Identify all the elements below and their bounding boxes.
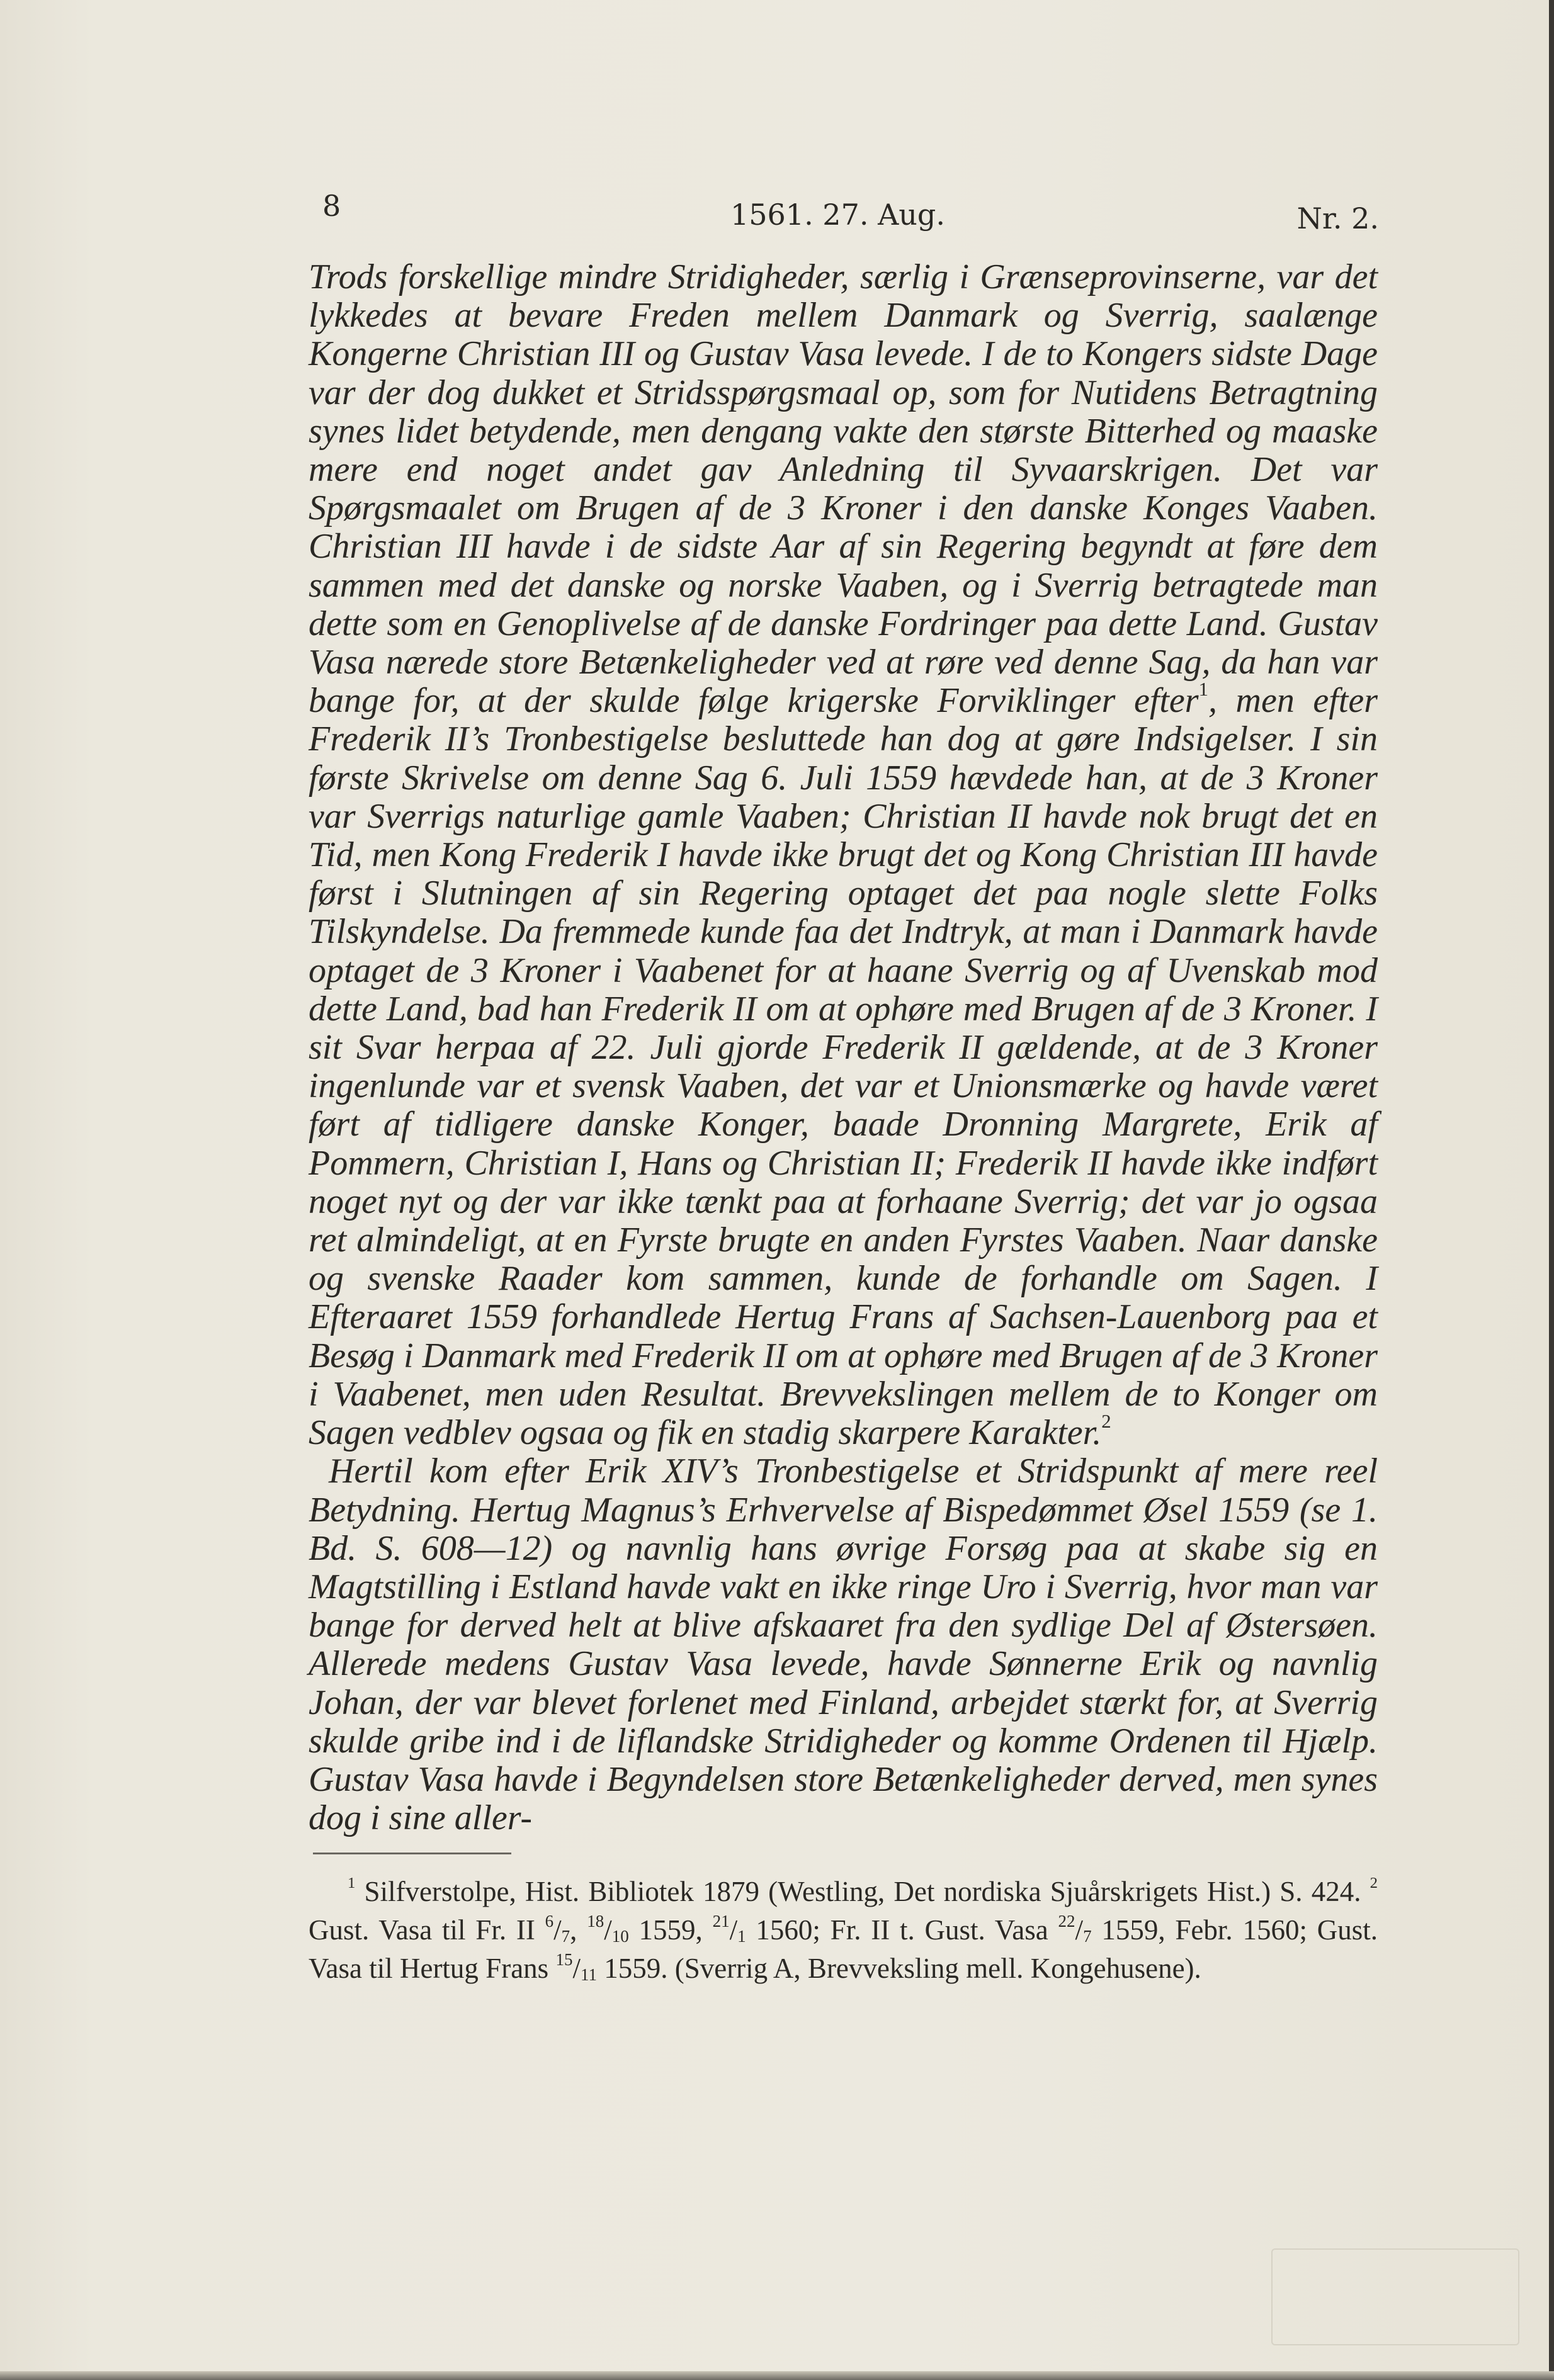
paragraph [309,258,1378,1452]
footnote-ref: 1 [348,1874,356,1892]
fraction-slash: / [604,1914,612,1946]
text-run: Hertil kom efter Erik XIV’s Tronbestigelse et Stridspunkt af mere reel Betydning. Hertug Magnus’s Erhvervelse af Bispedømmet Øsel 1559 (se 1. Bd. S. 608—12) og navnlig hans øvrige Forsøg paa at skabe sig en Magtstilling i Estland havde vakt en ikke ringe Uro i Sverrig, hvor man var bange for derved helt at blive afskaaret fra den sydlige Del af Østersøen. Allerede medens Gustav Vasa levede, havde Sønnerne Erik og navnlig Johan, der var blevet forlenet med Finland, arbejdet stærkt for, at Sverrig skulde gribe ind i de liflandske Stridigheder og komme Ordenen til Hjælp. Gustav Vasa havde i Begyndelsen store Betænkeligheder derved, men synes dog i sine aller- [309,1452,1378,1838]
fraction-slash: / [553,1914,562,1946]
text-run: Gust. Vasa til Fr. II [309,1914,545,1946]
text-run: , men efter Frederik II’s Tronbestigelse besluttede han dog at gøre Indsigelser. I sin første Skrivelse om denne Sag 6. Juli 1559 hævdede han, at de 3 Kroner var Sverrigs naturlige gamle Vaaben; Christian II havde nok brugt det en Tid, men Kong Frederik I havde ikke brugt det og Kong Christian III havde først i Slutningen af sin Regering optaget det paa nogle slette Folks Tilskyndelse. Da fremmede kunde faa det Indtryk, at man i Danmark havde optaget de 3 Kroner i Vaabenet for at haane Sverrig og af Uvenskab mod dette Land, bad han Frederik II om at ophøre med Brugen af de 3 Kroner. I sit Svar herpaa af 22. Juli gjorde Frederik II gældende, at de 3 Kroner ingenlunde var et svensk Vaaben, det var et Unionsmærke og havde været ført af tidligere danske Konger, baade Dronning Margrete, Erik af Pommern, Christian I, Hans og Christian II; Frederik II havde ikke indført noget nyt og der var ikke tænkt paa at forhaane Sverrig; det var jo ogsaa ret almindeligt, at en Fyrste brugte en anden Fyrstes Vaaben. Naar danske og svenske Raader kom sammen, kunde de forhandle om Sagen. I Efteraaret 1559 forhandlede Hertug Frans af Sachsen-Lauenborg paa et Besøg i Danmark med Frederik II om at ophøre med Brugen af de 3 Kroner i Vaabenet, men uden Resultat. Brevvekslingen mellem de to Konger om Sagen vedblev ogsaa og fik en stadig skarpere Karakter. [309,681,1378,1453]
date-fraction [1058,1911,1092,1946]
fraction-numerator: 22 [1058,1911,1075,1931]
fraction-slash: / [1075,1914,1084,1946]
body-text [309,258,1378,1837]
fraction-numerator: 18 [587,1911,604,1931]
fraction-slash: / [729,1914,738,1946]
fraction-numerator: 21 [712,1911,730,1931]
document-number: Nr. 2. [1296,201,1379,235]
footnote-paragraph [309,1873,1378,1988]
paragraph [309,1452,1378,1837]
date-fraction [587,1911,629,1946]
footnotes [309,1873,1378,1988]
footnote-ref: 2 [1370,1874,1378,1892]
page-edge-shadow [1549,0,1554,2380]
date-fraction [555,1949,597,1985]
fraction-denominator: 1 [737,1927,746,1946]
footnote-ref: 1 [1198,679,1208,701]
fraction-slash: / [572,1953,581,1984]
fraction-denominator: 7 [1083,1927,1092,1946]
page-bottom-edge [0,2371,1554,2380]
fraction-numerator: 15 [555,1949,573,1969]
fraction-numerator: 6 [545,1911,554,1931]
footnote-ref: 2 [1101,1410,1111,1432]
date-fraction [712,1911,746,1946]
text-run: 1560; Fr. II t. Gust. Vasa [746,1914,1058,1946]
fraction-denominator: 7 [561,1927,570,1946]
header-date: 1561. 27. Aug. [730,198,946,232]
page-stain [1271,2248,1519,2345]
text-run: Trods forskellige mindre Stridigheder, særlig i Grænseprovinserne, var det lykkedes at bevare Freden mellem Danmark og Sverrig, saalænge Kongerne Christian III og Gustav Vasa levede. I de to Kongers sidste Dage var der dog dukket et Stridsspørgsmaal op, som for Nutidens Betragtning synes lidet betydende, men dengang vakte den største Bitterhed og maaske mere end noget andet gav Anledning til Syvaarskrigen. Det var Spørgsmaalet om Brugen af de 3 Kroner i den danske Konges Vaaben. Christian III havde i de sidste Aar af sin Regering begyndt at føre dem sammen med det danske og norske Vaaben, og i Sverrig betragtede man dette som en Genoplivelse af de danske Fordringer paa dette Land. Gustav Vasa nærede store Betænkeligheder ved at røre ved denne Sag, da han var bange for, at der skulde følge krigerske Forviklinger efter [309,257,1378,721]
page-number: 8 [322,189,341,223]
footnote-divider [313,1853,511,1854]
text-run: 1559, [628,1914,713,1946]
fraction-denominator: 10 [611,1927,629,1946]
text-run: 1559, Febr. 1560; Gust. Vasa til Hertug Frans [309,1914,1378,1984]
text-run: , [570,1914,587,1946]
fraction-denominator: 11 [580,1965,597,1985]
running-header [315,189,1379,245]
text-run: 1559. (Sverrig A, Brevveksling mell. Kongehusene). [596,1953,1201,1984]
date-fraction [545,1911,570,1946]
text-run: Silfverstolpe, Hist. Bibliotek 1879 (Westling, Det nordiska Sjuårskrigets Hist.) S. 424. [355,1876,1370,1907]
